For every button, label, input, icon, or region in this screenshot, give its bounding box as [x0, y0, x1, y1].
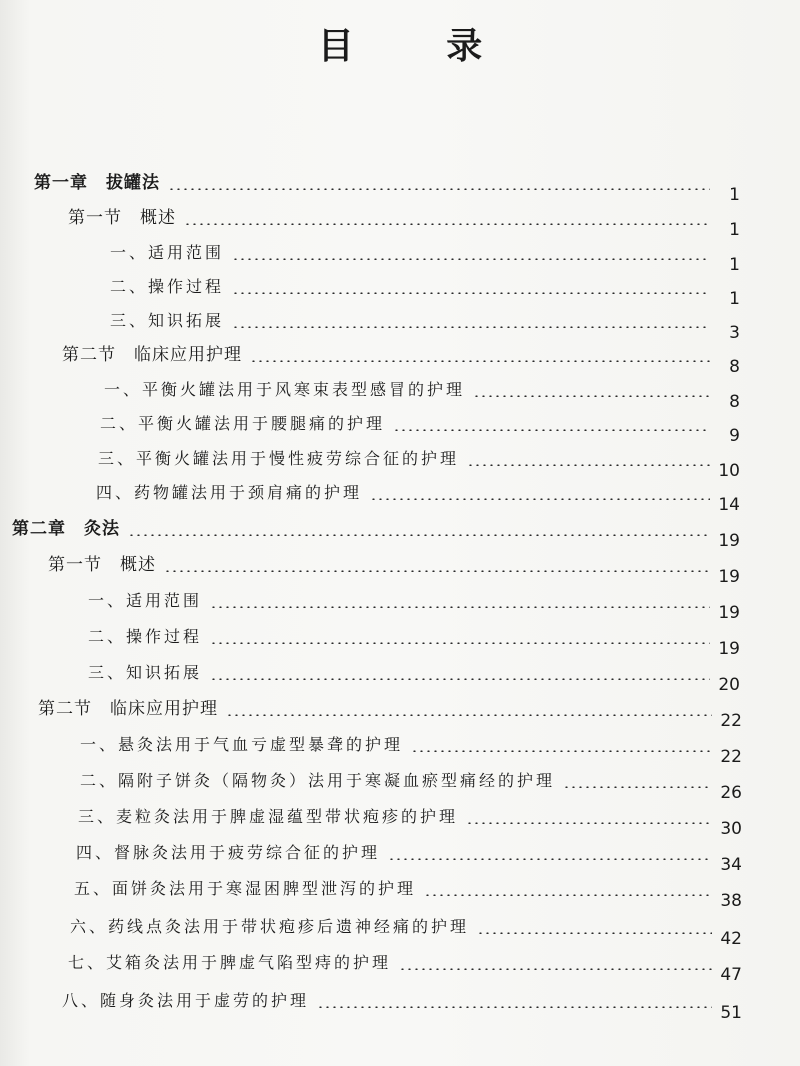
item-entry [110, 308, 740, 342]
item-entry [98, 446, 740, 480]
entry-label: 四、督脉灸法用于疲劳综合征的护理 [76, 843, 381, 862]
entry-label: 一、适用范围 [110, 243, 225, 262]
item-entry [110, 240, 740, 274]
entry-page-number: 1 [729, 255, 740, 275]
entry-page-number: 47 [720, 965, 742, 985]
entry-label: 二、操作过程 [88, 627, 203, 646]
entry-page-number: 10 [718, 461, 740, 481]
dot-leader [477, 932, 712, 934]
dot-leader [210, 606, 710, 608]
item-entry [88, 624, 740, 658]
entry-label: 二、隔附子饼灸（隔物灸）法用于寒凝血瘀型痛经的护理 [80, 771, 556, 790]
item-entry [80, 768, 742, 802]
entry-page-number: 9 [729, 426, 740, 446]
dot-leader [370, 498, 710, 500]
entry-label: 四、药物罐法用于颈肩痛的护理 [96, 483, 363, 502]
section-entry [48, 552, 740, 586]
dot-leader [164, 570, 710, 572]
item-entry [88, 588, 740, 622]
dot-leader [317, 1006, 712, 1008]
entry-label: 第一节 概述 [68, 208, 176, 228]
entry-label: 五、面饼灸法用于寒湿困脾型泄泻的护理 [74, 879, 417, 898]
dot-leader [232, 326, 710, 328]
section-entry [62, 342, 740, 376]
entry-page-number: 51 [720, 1003, 742, 1023]
entry-label: 三、平衡火罐法用于慢性疲劳综合征的护理 [98, 449, 460, 468]
entry-page-number: 3 [729, 323, 740, 343]
entry-page-number: 8 [729, 357, 740, 377]
item-entry [76, 840, 742, 874]
entry-page-number: 20 [718, 675, 740, 695]
item-entry [80, 732, 742, 766]
dot-leader [411, 750, 712, 752]
dot-leader [466, 822, 712, 824]
entry-label: 第二节 临床应用护理 [62, 345, 242, 365]
dot-leader [210, 642, 710, 644]
entry-page-number: 42 [720, 929, 742, 949]
entry-label: 第二节 临床应用护理 [38, 699, 218, 719]
section-entry [68, 205, 740, 239]
entry-page-number: 19 [718, 603, 740, 623]
entry-page-number: 1 [729, 185, 740, 205]
entry-label: 一、适用范围 [88, 591, 203, 610]
page-title: 目 录 [317, 26, 523, 67]
entry-label: 二、平衡火罐法用于腰腿痛的护理 [100, 414, 386, 433]
item-entry [74, 876, 742, 910]
dot-leader [210, 678, 710, 680]
entry-page-number: 8 [729, 392, 740, 412]
entry-page-number: 14 [718, 495, 740, 515]
entry-page-number: 22 [720, 711, 742, 731]
entry-page-number: 22 [720, 747, 742, 767]
dot-leader [128, 534, 710, 536]
entry-page-number: 19 [718, 567, 740, 587]
entry-page-number: 26 [720, 783, 742, 803]
entry-page-number: 38 [720, 891, 742, 911]
item-entry [68, 950, 742, 984]
item-entry [62, 988, 742, 1022]
entry-page-number: 19 [718, 639, 740, 659]
item-entry [104, 377, 740, 411]
entry-label: 三、知识拓展 [110, 311, 225, 330]
entry-page-number: 34 [720, 855, 742, 875]
item-entry [110, 274, 740, 308]
entry-page-number: 1 [729, 289, 740, 309]
section-entry [38, 696, 742, 730]
entry-page-number: 30 [720, 819, 742, 839]
dot-leader [399, 968, 712, 970]
entry-label: 三、知识拓展 [88, 663, 203, 682]
entry-label: 六、药线点灸法用于带状疱疹后遗神经痛的护理 [70, 917, 470, 936]
dot-leader [563, 786, 712, 788]
dot-leader [393, 429, 710, 431]
dot-leader [226, 714, 712, 716]
entry-label: 七、艾箱灸法用于脾虚气陷型痔的护理 [68, 953, 392, 972]
dot-leader [473, 395, 710, 397]
dot-leader [168, 188, 710, 190]
dot-leader [232, 258, 710, 260]
item-entry [88, 660, 740, 694]
item-entry [78, 804, 742, 838]
dot-leader [232, 292, 710, 294]
entry-label: 一、悬灸法用于气血亏虚型暴聋的护理 [80, 735, 404, 754]
chapter-entry [34, 170, 740, 204]
entry-label: 第二章 灸法 [12, 519, 120, 539]
item-entry [70, 914, 742, 948]
entry-label: 二、操作过程 [110, 277, 225, 296]
entry-page-number: 1 [729, 220, 740, 240]
item-entry [100, 411, 740, 445]
entry-label: 第一章 拔罐法 [34, 173, 160, 193]
entry-page-number: 19 [718, 531, 740, 551]
entry-label: 第一节 概述 [48, 555, 156, 575]
dot-leader [424, 894, 712, 896]
dot-leader [388, 858, 712, 860]
dot-leader [250, 360, 710, 362]
item-entry [96, 480, 740, 514]
entry-label: 一、平衡火罐法用于风寒束表型感冒的护理 [104, 380, 466, 399]
entry-label: 八、随身灸法用于虚劳的护理 [62, 991, 310, 1010]
entry-label: 三、麦粒灸法用于脾虚湿蕴型带状疱疹的护理 [78, 807, 459, 826]
dot-leader [184, 223, 710, 225]
dot-leader [467, 464, 710, 466]
chapter-entry [12, 516, 740, 550]
